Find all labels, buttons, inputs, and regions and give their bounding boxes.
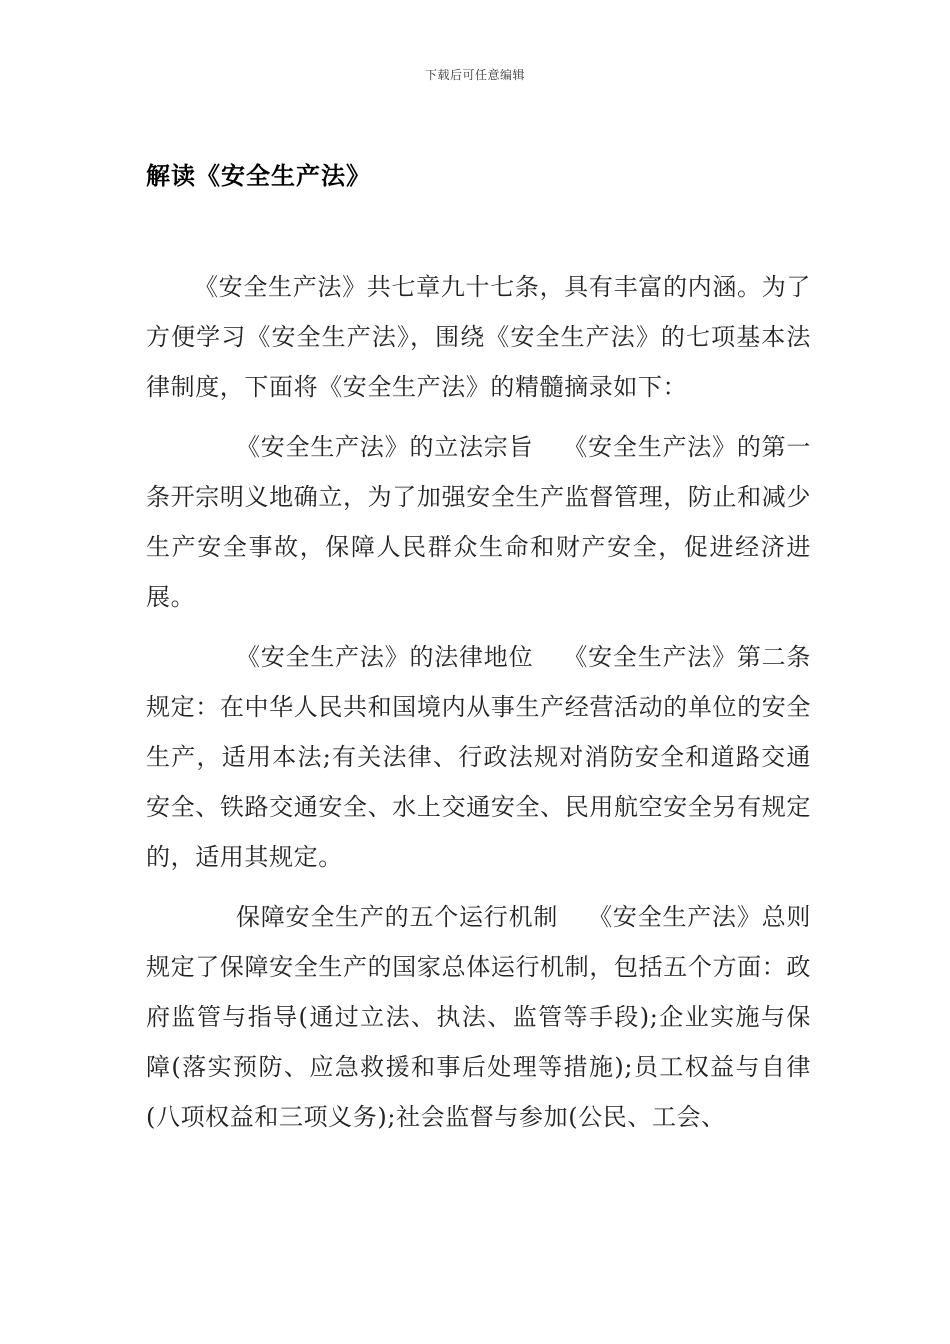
paragraph-legislative-purpose [146, 422, 811, 622]
paragraph-operating-mechanisms [146, 892, 811, 1142]
paragraph-heading: 《安全生产法》的法律地位 [236, 643, 534, 671]
paragraph-heading: 保障安全生产的五个运行机制 [236, 903, 559, 931]
paragraph-heading: 《安全生产法》的立法宗旨 [236, 433, 534, 461]
document-body [146, 262, 811, 1152]
paragraph-text: 《安全生产法》的第一条开宗明义地确立，为了加强安全生产监督管理，防止和减少生产安全事故，保障人民群众生命和财产安全，促进经济进展。 [146, 433, 812, 611]
document-title: 解读《安全生产法》 [146, 162, 371, 190]
paragraph-legal-status [146, 632, 811, 882]
paragraph-text: 《安全生产法》共七章九十七条，具有丰富的内涵。为了方便学习《安全生产法》，围绕《安全生产法》的七项基本法律制度，下面将《安全生产法》的精髓摘录如下： [146, 273, 811, 401]
paragraph-text: 《安全生产法》总则规定了保障安全生产的国家总体运行机制，包括五个方面：政府监管与指导(通过立法、执法、监管等手段);企业实施与保障(落实预防、应急救援和事后处理等措施);员工权益与自律(八项权益和三项义务);社会监督与参加(公民、工会、 [146, 903, 811, 1131]
paragraph-text: 《安全生产法》第二条规定：在中华人民共和国境内从事生产经营活动的单位的安全生产，适用本法;有关法律、行政法规对消防安全和道路交通安全、铁路交通安全、水上交通安全、民用航空安全另有规定的，适用其规定。 [146, 643, 812, 871]
header-note: 下载后可任意编辑 [424, 68, 525, 82]
paragraph-intro [146, 262, 811, 412]
